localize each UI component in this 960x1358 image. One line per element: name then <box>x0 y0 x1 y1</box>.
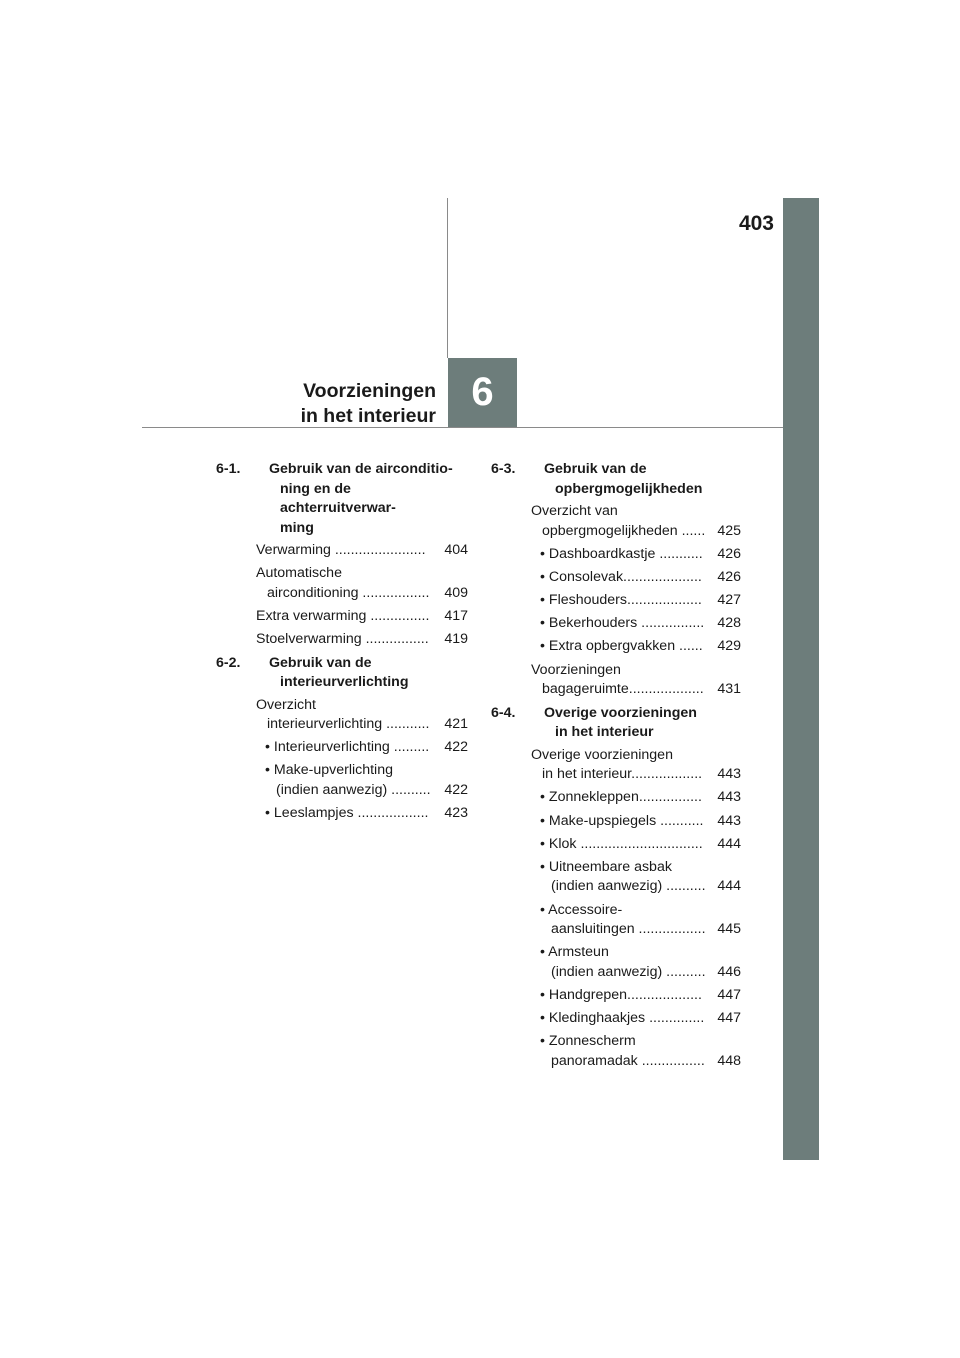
toc-entry[interactable] <box>540 637 741 657</box>
entry-page: 443 <box>717 812 741 829</box>
toc-entry[interactable] <box>540 1009 741 1029</box>
section-number: 6-4. <box>491 704 516 721</box>
toc-section-6-2 <box>216 654 468 824</box>
entry-page: 423 <box>444 805 468 822</box>
section-title: Gebruik van de interieurverlichting <box>269 654 409 691</box>
section-number: 6-3. <box>491 461 516 477</box>
entry-text: • Zonnekleppen................ <box>540 789 702 806</box>
page-number: 403 <box>738 212 774 235</box>
toc-left-column <box>216 460 468 828</box>
entry-page: 443 <box>717 789 741 806</box>
section-title-l1: Gebruik van de airconditio- <box>269 461 453 477</box>
entry-page: 444 <box>717 835 741 852</box>
entry-page: 425 <box>717 522 741 539</box>
entry-text: • Extra opbergvakken ...... <box>540 638 703 655</box>
entry-page: 417 <box>444 607 468 624</box>
section-title-l2: ning en de achterruitverwar- <box>280 480 396 516</box>
toc-entry[interactable] <box>540 858 741 897</box>
toc-right-column <box>491 460 741 1075</box>
toc-entry[interactable] <box>540 835 741 855</box>
entry-text: • Armsteun (indien aanwezig) .......... <box>540 944 706 980</box>
section-title: Gebruik van de opbergmogelijkheden <box>544 461 703 497</box>
chapter-title <box>230 379 436 429</box>
entry-page: 431 <box>717 681 741 698</box>
entry-text: • Leeslampjes .................. <box>265 805 429 822</box>
entry-page: 404 <box>444 542 468 558</box>
toc-entry[interactable] <box>256 541 468 561</box>
toc-section-6-3 <box>491 460 741 700</box>
toc-entry[interactable] <box>540 901 741 940</box>
entry-text: Verwarming ....................... <box>256 542 426 558</box>
entry-page: 445 <box>717 921 741 938</box>
toc-entry[interactable] <box>256 607 468 627</box>
toc-entry[interactable] <box>540 943 741 982</box>
section-number: 6-2. <box>216 654 241 671</box>
entry-page: 409 <box>444 584 468 601</box>
toc-entry[interactable] <box>265 761 468 800</box>
entry-page: 427 <box>717 592 741 609</box>
entry-page: 428 <box>717 615 741 632</box>
entry-page: 419 <box>444 631 468 648</box>
toc-entry[interactable] <box>265 804 468 824</box>
entry-text: • Klok ............................... <box>540 835 703 852</box>
entry-text: Overzicht van opbergmogelijkheden ...... <box>531 503 706 539</box>
entry-text: Extra verwarming ............... <box>256 607 430 624</box>
entry-page: 444 <box>717 878 741 895</box>
section-title <box>269 460 468 538</box>
toc-entry[interactable] <box>265 738 468 758</box>
toc-section-6-4 <box>491 704 741 1072</box>
entry-page: 443 <box>717 766 741 783</box>
entry-text: • Accessoire- aansluitingen ................. <box>540 901 706 938</box>
entry-text: Overzicht interieurverlichting ........... <box>256 696 430 733</box>
section-number: 6-1. <box>216 461 241 477</box>
toc-entry[interactable] <box>540 788 741 808</box>
toc-entry[interactable] <box>256 696 468 735</box>
toc-entry[interactable] <box>540 1032 741 1071</box>
toc-entry[interactable] <box>531 502 741 541</box>
chapter-title-line1: Voorzieningen <box>303 380 436 402</box>
toc-entry[interactable] <box>256 564 468 603</box>
entry-text: • Uitneembare asbak (indien aanwezig) .......... <box>540 858 706 895</box>
toc-entry[interactable] <box>540 591 741 611</box>
entry-text: • Make-upverlichting (indien aanwezig) .......... <box>265 762 431 798</box>
entry-text: Stoelverwarming ................ <box>256 631 429 648</box>
entry-text: • Interieurverlichting ......... <box>265 739 430 756</box>
section-title-l3: ming <box>280 519 314 536</box>
toc-entry[interactable] <box>540 812 741 832</box>
section-heading[interactable] <box>491 460 741 499</box>
entry-text: • Zonnescherm panoramadak ................ <box>540 1033 705 1069</box>
entry-page: 422 <box>444 739 468 756</box>
entry-text: Voorzieningen bagageruimte................... <box>531 661 704 698</box>
entry-page: 447 <box>717 986 741 1003</box>
entry-page: 426 <box>717 545 741 562</box>
toc-entry[interactable] <box>531 661 741 700</box>
entry-text: • Kledinghaakjes .............. <box>540 1010 705 1027</box>
entry-page: 446 <box>717 963 741 980</box>
entry-page: 448 <box>717 1052 741 1069</box>
entry-text: • Bekerhouders ................ <box>540 615 705 632</box>
entry-page: 422 <box>444 781 468 798</box>
chapter-title-line2: in het interieur <box>300 405 436 427</box>
chapter-number-box: 6 <box>448 358 517 427</box>
toc-entry[interactable] <box>531 746 741 785</box>
section-heading[interactable] <box>491 704 741 743</box>
section-heading[interactable] <box>216 460 468 538</box>
entry-page: 426 <box>717 568 741 585</box>
entry-text: • Make-upspiegels ........... <box>540 812 704 829</box>
entry-text: • Handgrepen................... <box>540 986 702 1003</box>
entry-page: 447 <box>717 1010 741 1027</box>
toc-entry[interactable] <box>540 545 741 565</box>
toc-section-6-1 <box>216 460 468 650</box>
entry-page: 421 <box>444 716 468 733</box>
entry-text: • Dashboardkastje ........... <box>540 545 703 562</box>
header-vertical-rule <box>447 198 448 358</box>
toc-entry[interactable] <box>540 986 741 1006</box>
section-title: Overige voorzieningen in het interieur <box>544 704 697 741</box>
toc-entry[interactable] <box>540 568 741 588</box>
entry-text: Overige voorzieningen in het interieur.................. <box>531 746 703 783</box>
entry-text: Automatische airconditioning ................. <box>256 565 430 601</box>
section-heading[interactable] <box>216 654 468 693</box>
side-tab <box>783 198 819 1160</box>
entry-text: • Consolevak.................... <box>540 568 702 585</box>
toc-entry[interactable] <box>540 614 741 634</box>
toc-entry[interactable] <box>256 630 468 650</box>
entry-text: • Fleshouders................... <box>540 592 702 609</box>
entry-page: 429 <box>717 638 741 655</box>
